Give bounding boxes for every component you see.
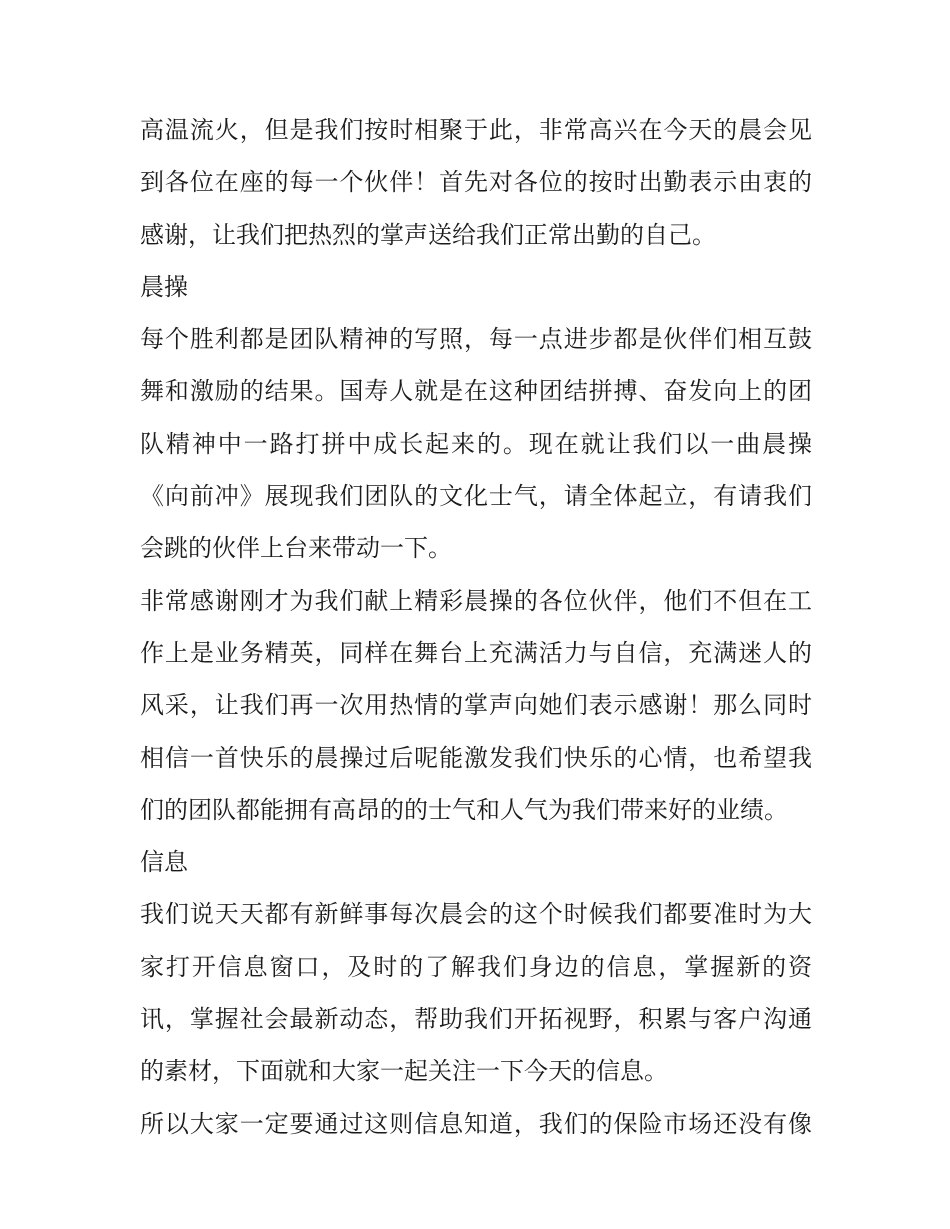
text-line: 非常感谢刚才为我们献上精彩晨操的各位伙伴，他们不但在工 [140,586,812,615]
paragraph-thanks [140,575,812,836]
text-line: 风采，让我们再一次用热情的掌声向她们表示感谢！那么同时 [140,691,812,720]
section-heading-morning-exercise: 晨操 [140,272,188,301]
text-line: 讯，掌握社会最新动态，帮助我们开拓视野，积累与客户沟通 [140,1005,812,1034]
text-line: 家打开信息窗口，及时的了解我们身边的信息，掌握新的资 [140,952,812,981]
text-line: 高温流火，但是我们按时相聚于此，非常高兴在今天的晨会见 [140,116,812,144]
text-line: 所以大家一定要通过这则信息知道，我们的保险市场还没有像 [140,1109,812,1138]
text-line: 相信一首快乐的晨操过后呢能激发我们快乐的心情，也希望我 [140,743,812,772]
text-line: 会跳的伙伴上台来带动一下。 [140,534,452,563]
text-line: 的素材，下面就和大家一起关注一下今天的信息。 [140,1057,668,1086]
paragraph-information [140,888,812,1097]
text-line: 队精神中一路打拼中成长起来的。现在就让我们以一曲晨操 [140,429,812,458]
text-line: 每个胜利都是团队精神的写照，每一点进步都是伙伴们相互鼓 [140,325,812,354]
text-line: 到各位在座的每一个伙伴！首先对各位的按时出勤表示由衷的 [140,168,812,197]
text-line: 感谢，让我们把热烈的掌声送给我们正常出勤的自己。 [140,220,716,249]
paragraph-team-spirit [140,313,812,574]
text-line: 舞和激励的结果。国寿人就是在这种团结拼搏、奋发向上的团 [140,377,812,406]
text-line: 作上是业务精英，同样在舞台上充满活力与自信，充满迷人的 [140,638,812,667]
section-heading-information: 信息 [140,848,188,877]
paragraph-opening [140,104,812,261]
text-line: 《向前冲》展现我们团队的文化士气，请全体起立，有请我们 [140,482,812,511]
paragraph-insurance-market [140,1098,812,1150]
text-line: 们的团队都能拥有高昂的的士气和人气为我们带来好的业绩。 [140,795,788,824]
document-body [140,104,812,1150]
text-line: 我们说天天都有新鲜事每次晨会的这个时候我们都要准时为大 [140,900,812,929]
